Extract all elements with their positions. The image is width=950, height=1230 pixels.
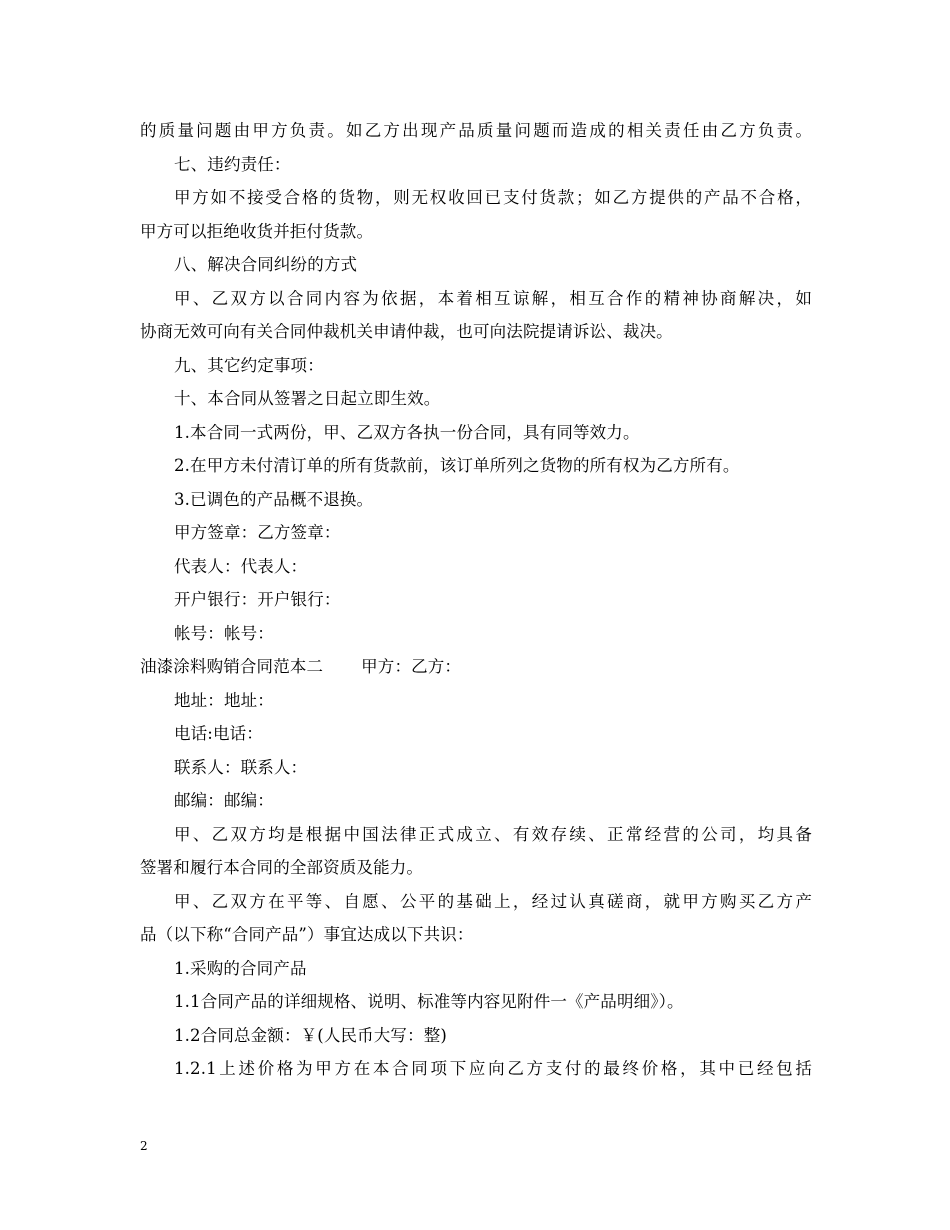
paragraph-line: 甲、乙双方均是根据中国法律正式成立、有效存续、正常经营的公司，均具备: [174, 824, 812, 844]
paragraph-line: 的质量问题由甲方负责。如乙方出现产品质量问题而造成的相关责任由乙方负责。: [140, 121, 812, 140]
clause-line: 1.2.1上述价格为甲方在本合同项下应向乙方支付的最终价格，其中已经包括: [174, 1059, 812, 1078]
contract-title-line: [140, 650, 812, 684]
account-line: 帐号：帐号：: [174, 623, 274, 643]
clause-line: 1.1合同产品的详细规格、说明、标准等内容见附件一《产品明细》）。: [174, 992, 684, 1011]
clause-line: 1.本合同一式两份，甲、乙双方各执一份合同，具有同等效力。: [174, 422, 640, 442]
signature-line: 甲方签章：乙方签章：: [174, 523, 341, 542]
contact-line: 联系人：联系人：: [174, 757, 308, 777]
clause-line: 2.在甲方未付清订单的所有货款前，该订单所列之货物的所有权为乙方所有。: [174, 456, 740, 475]
section-heading-breach: 七、违约责任：: [174, 154, 291, 174]
page-number: 2: [140, 1139, 148, 1153]
paragraph-line: 甲、乙双方以合同内容为依据，本着相互谅解，相互合作的精神协商解决，如: [174, 288, 812, 308]
section-heading-other: 九、其它约定事项：: [174, 355, 324, 375]
phone-line: 电话:电话：: [174, 724, 263, 743]
clause-line: 1.2合同总金额：￥(人民币大写：整): [174, 1025, 447, 1045]
section-heading-products: 1.采购的合同产品: [174, 958, 307, 978]
section-heading-dispute: 八、解决合同纠纷的方式: [174, 255, 358, 274]
clause-line: 3.已调色的产品概不退换。: [174, 489, 374, 509]
paragraph-line: 协商无效可向有关合同仲裁机关申请仲裁，也可向法院提请诉讼、裁决。: [140, 322, 673, 341]
representative-line: 代表人：代表人：: [174, 556, 308, 576]
postcode-line: 邮编：邮编：: [174, 791, 274, 810]
bank-line: 开户银行：开户银行：: [174, 590, 341, 609]
parties-label: 甲方：乙方：: [361, 657, 462, 676]
contract-title: 油漆涂料购销合同范本二: [140, 657, 324, 676]
paragraph-line: 甲方可以拒绝收货并拒付货款。: [140, 221, 374, 241]
address-line: 地址：地址：: [174, 690, 274, 710]
paragraph-line: 品（以下称“合同产品”）事宜达成以下共识：: [140, 925, 474, 944]
paragraph-line: 甲、乙双方在平等、自愿、公平的基础上，经过认真磋商，就甲方购买乙方产: [174, 891, 812, 911]
paragraph-line: 签署和履行本合同的全部资质及能力。: [140, 858, 424, 877]
document-body: [140, 114, 812, 1086]
paragraph-line: 甲方如不接受合格的货物，则无权收回已支付货款；如乙方提供的产品不合格，: [174, 188, 812, 207]
section-heading-effective: 十、本合同从签署之日起立即生效。: [174, 389, 441, 408]
